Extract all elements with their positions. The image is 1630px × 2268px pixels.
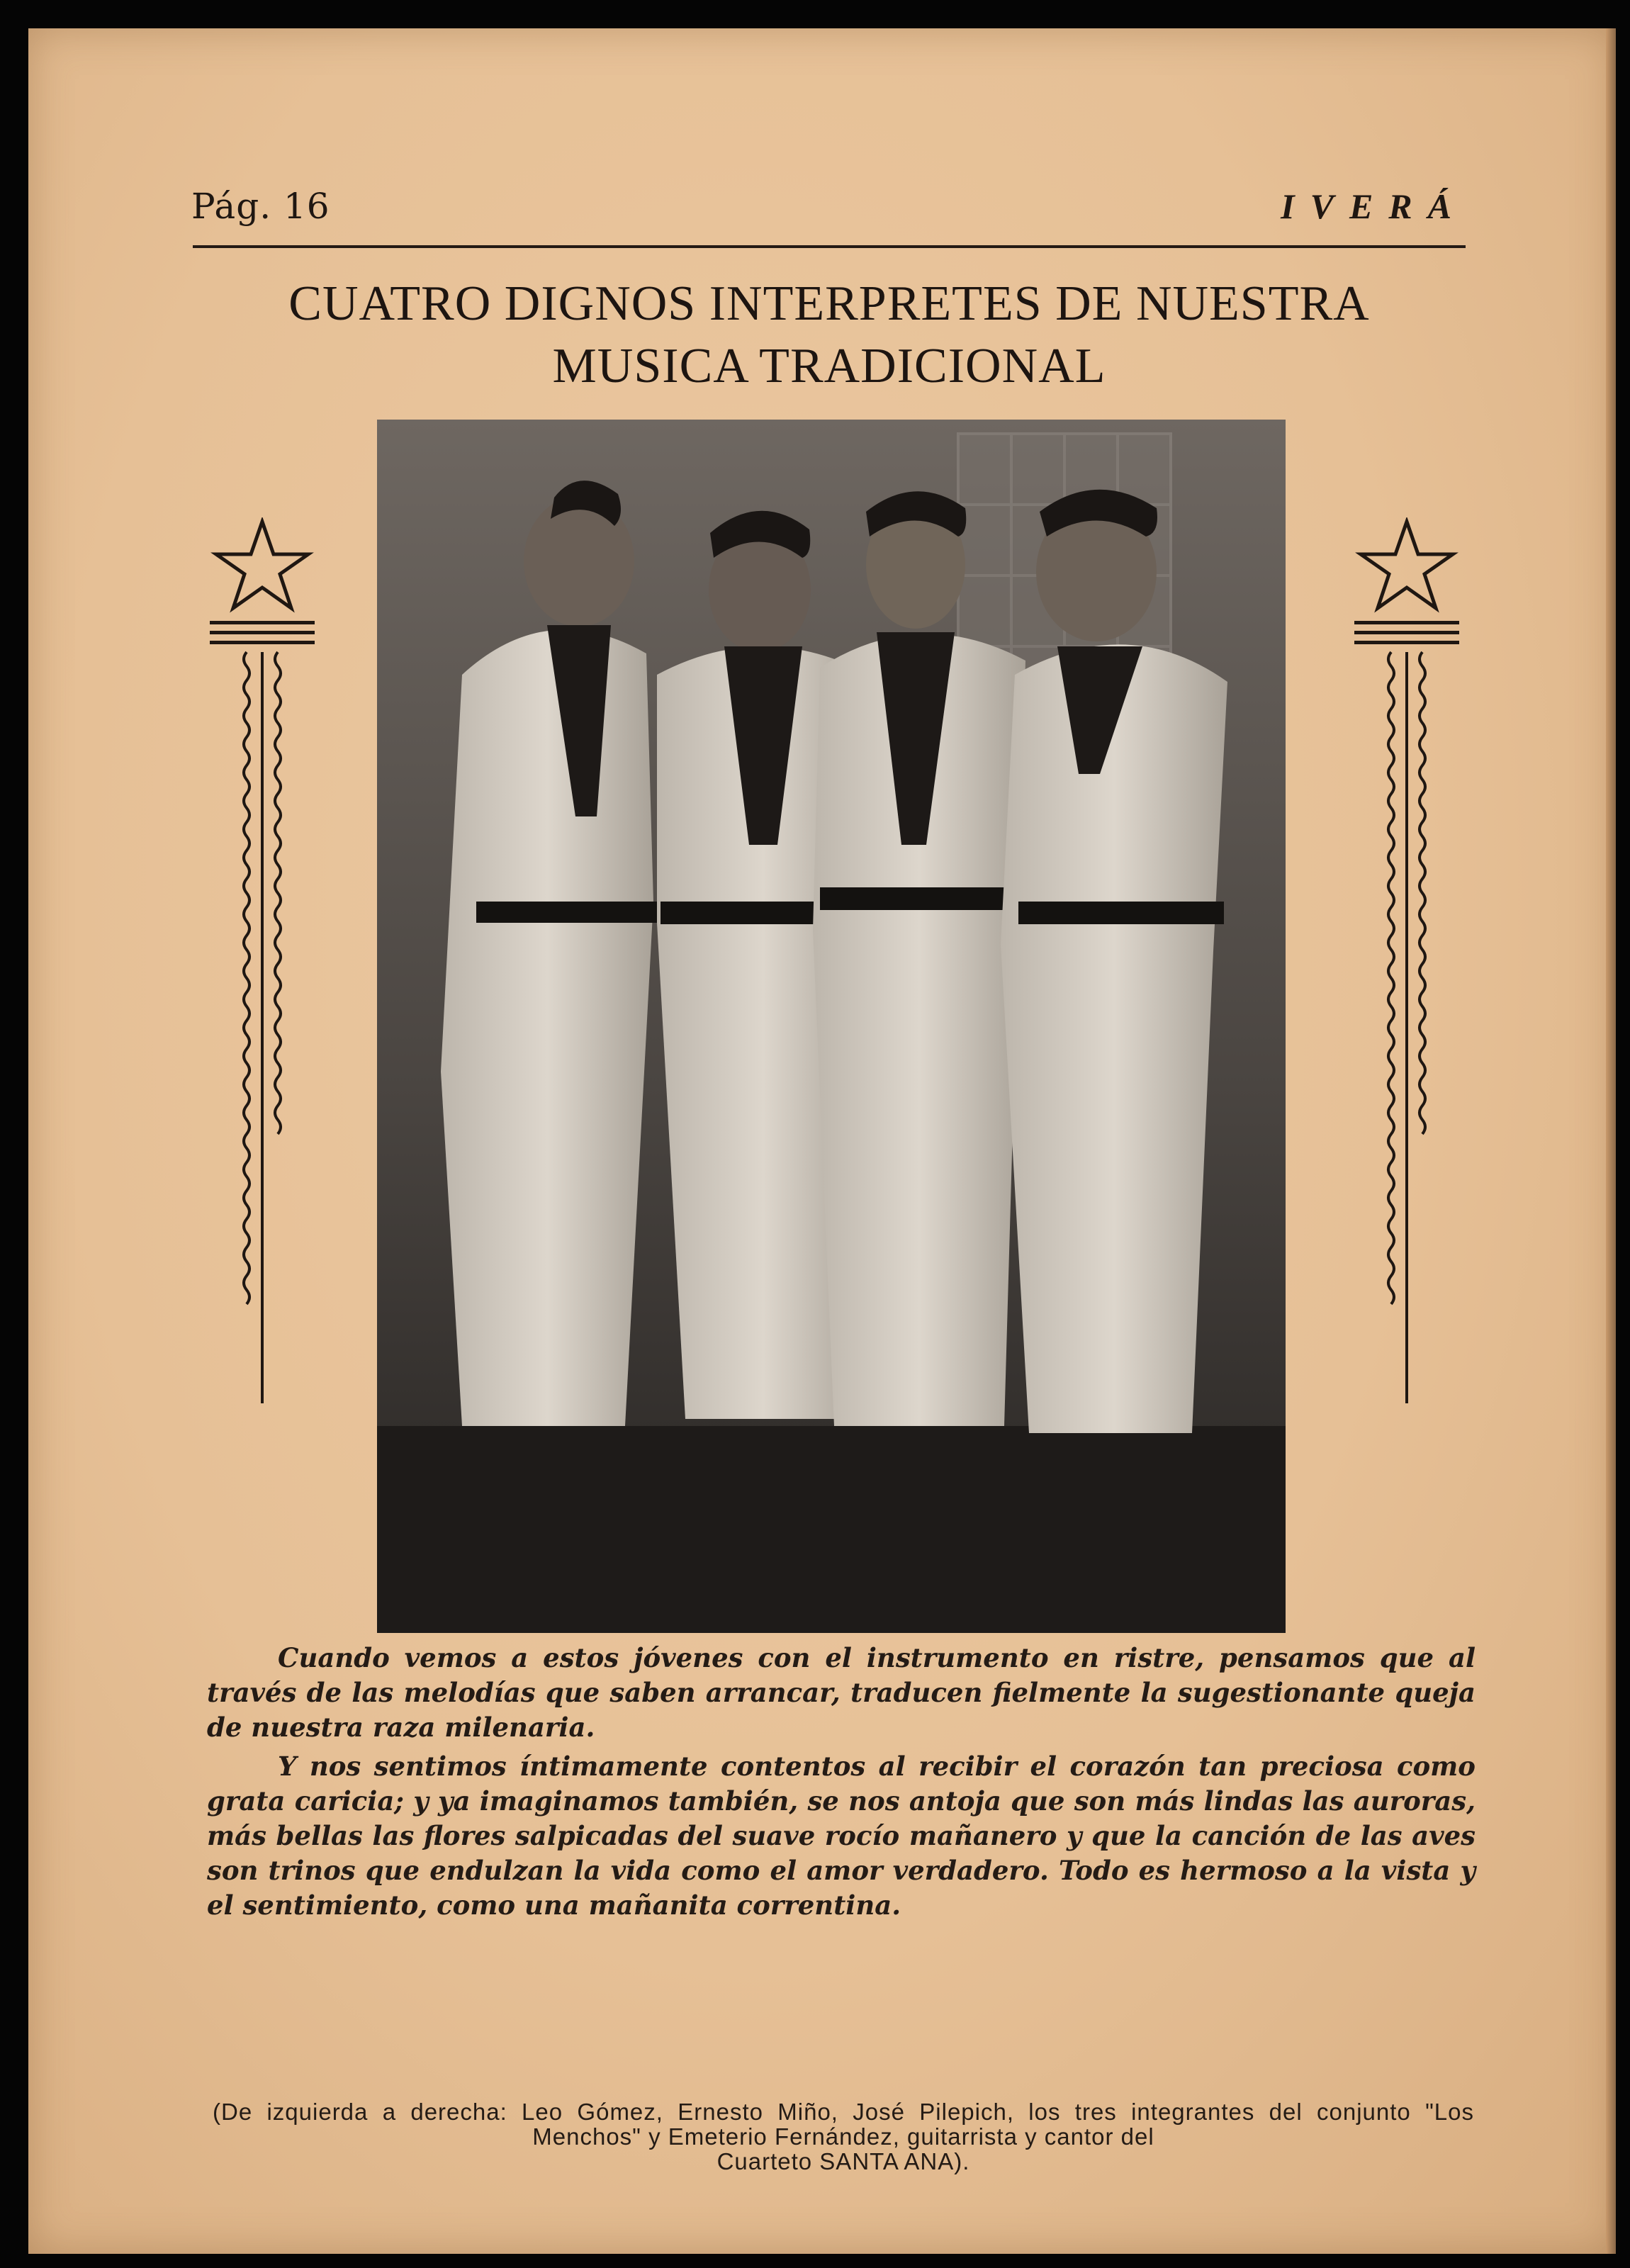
page-edge xyxy=(1606,28,1616,2254)
star-icon xyxy=(1361,522,1453,608)
article-headline xyxy=(184,273,1474,398)
right-star-ornament xyxy=(1350,517,1463,1410)
group-photograph xyxy=(377,420,1286,1633)
magazine-title: IVERÁ xyxy=(1281,186,1467,226)
photo-credit xyxy=(213,2099,1474,2174)
photo-figures xyxy=(377,420,1286,1633)
page-number: Pág. 16 xyxy=(191,186,330,227)
credit-last-line: Cuarteto SANTA ANA). xyxy=(716,2148,970,2174)
star-icon xyxy=(216,522,308,608)
headline-line-1: CUATRO DIGNOS INTERPRETES DE NUESTRA xyxy=(288,276,1370,331)
headline-line-2: MUSICA TRADICIONAL xyxy=(552,339,1106,393)
photo-caption xyxy=(207,1641,1476,1927)
credit-text: (De izquierda a derecha: Leo Gómez, Ernesto Miño, José Pilepich, los tres integrantes del conjunto "Los Menchos" y Emeterio Fernández, guitarrista y cantor del xyxy=(213,2099,1474,2150)
left-star-ornament xyxy=(206,517,319,1410)
header-rule xyxy=(193,245,1466,248)
caption-paragraph-2: Y nos sentimos íntimamente contentos al recibir el corazón tan preciosa como grata caricia; y ya imaginamos también, se nos antoja que son más lindas las auroras, más bellas las flores salpicadas del suave rocío mañanero y que la canción de las aves son trinos que endulzan la vida como el amor verdadero. Todo es hermoso a la vista y el sentimiento, como una mañanita correntina. xyxy=(207,1751,1476,1921)
page-header xyxy=(191,186,1467,235)
caption-paragraph-1: Cuando vemos a estos jóvenes con el instrumento en ristre, pensamos que al través de las melodías que saben arrancar, traducen fielmente la sugestionante queja de nuestra raza milenaria. xyxy=(207,1642,1476,1743)
